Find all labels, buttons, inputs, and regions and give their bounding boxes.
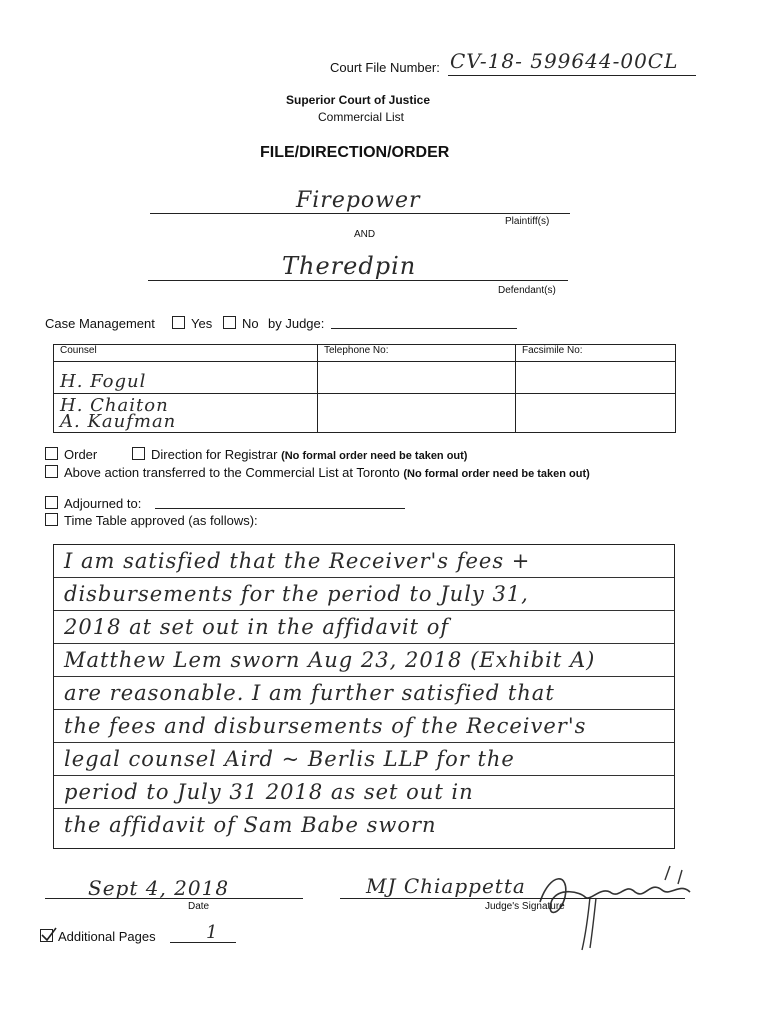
endorsement-line: 2018 at set out in the affidavit of <box>54 611 674 644</box>
endorsement-line: period to July 31 2018 as set out in <box>54 776 674 809</box>
plaintiff-line <box>150 213 570 214</box>
counsel-name: H. Fogul <box>60 371 147 392</box>
order-checkbox[interactable] <box>45 447 58 460</box>
checkmark-icon <box>38 925 58 945</box>
court-file-number-label: Court File Number: <box>330 60 440 75</box>
endorsement-line: are reasonable. I am further satisfied that <box>54 677 674 710</box>
date-line <box>45 898 303 899</box>
counsel-name: H. Chaiton <box>60 395 169 416</box>
case-management-no-checkbox[interactable] <box>223 316 236 329</box>
counsel-header: Counsel <box>54 345 318 362</box>
date-value: Sept 4, 2018 <box>88 876 230 900</box>
timetable-label: Time Table approved (as follows): <box>64 513 258 528</box>
additional-pages-value: 1 <box>206 922 219 943</box>
adjourned-line <box>155 508 405 509</box>
judge-signature-label: Judge's Signature <box>485 901 565 912</box>
form-title: FILE/DIRECTION/ORDER <box>260 144 450 161</box>
direction-label: Direction for Registrar <box>151 447 278 462</box>
defendant-label: Defendant(s) <box>498 285 556 296</box>
facsimile-cell <box>516 362 676 433</box>
endorsement-line: I am satisfied that the Receiver's fees + <box>54 545 674 578</box>
direction-option <box>151 447 467 462</box>
endorsement-line: Matthew Lem sworn Aug 23, 2018 (Exhibit A) <box>54 644 674 677</box>
endorsement-area <box>53 544 675 849</box>
judge-name: MJ Chiappetta <box>366 874 526 898</box>
counsel-name: A. Kaufman <box>60 411 177 432</box>
court-file-number-value: CV-18- 599644-00CL <box>450 49 679 73</box>
judge-signature-line <box>340 898 685 899</box>
court-name: Superior Court of Justice <box>286 93 431 107</box>
direction-note: (No formal order need be taken out) <box>281 450 468 462</box>
plaintiff-name: Firepower <box>296 188 421 213</box>
counsel-table <box>53 344 676 433</box>
judge-label: by Judge: <box>268 316 325 331</box>
endorsement-line: the fees and disbursements of the Receiver's <box>54 710 674 743</box>
endorsement-line: disbursements for the period to July 31, <box>54 578 674 611</box>
telephone-header: Telephone No: <box>318 345 516 362</box>
endorsement-line: legal counsel Aird ~ Berlis LLP for the <box>54 743 674 776</box>
additional-pages-line <box>170 942 236 943</box>
adjourned-checkbox[interactable] <box>45 496 58 509</box>
case-management-yes-label: Yes <box>191 316 213 331</box>
case-management-label: Case Management <box>45 316 155 331</box>
transferred-checkbox[interactable] <box>45 465 58 478</box>
additional-pages-label: Additional Pages <box>58 929 156 944</box>
order-label: Order <box>64 447 98 462</box>
judge-line <box>331 328 517 329</box>
transferred-label: Above action transferred to the Commercial List at Toronto <box>64 465 400 480</box>
case-management-no-label: No <box>242 316 259 331</box>
list-name: Commercial List <box>318 110 405 124</box>
court-file-number-line <box>448 75 696 76</box>
and-label: AND <box>354 229 376 240</box>
case-management-yes-checkbox[interactable] <box>172 316 185 329</box>
endorsement-line: the affidavit of Sam Babe sworn <box>64 813 437 837</box>
defendant-name: Theredpin <box>282 252 417 280</box>
transferred-option <box>64 465 590 480</box>
counsel-cell <box>54 362 318 433</box>
defendant-line <box>148 280 568 281</box>
transferred-note: (No formal order need be taken out) <box>403 468 590 480</box>
telephone-cell <box>318 362 516 433</box>
facsimile-header: Facsimile No: <box>516 345 676 362</box>
plaintiff-label: Plaintiff(s) <box>505 216 550 227</box>
timetable-checkbox[interactable] <box>45 513 58 526</box>
date-label: Date <box>188 901 210 912</box>
adjourned-label: Adjourned to: <box>64 496 142 511</box>
direction-checkbox[interactable] <box>132 447 145 460</box>
